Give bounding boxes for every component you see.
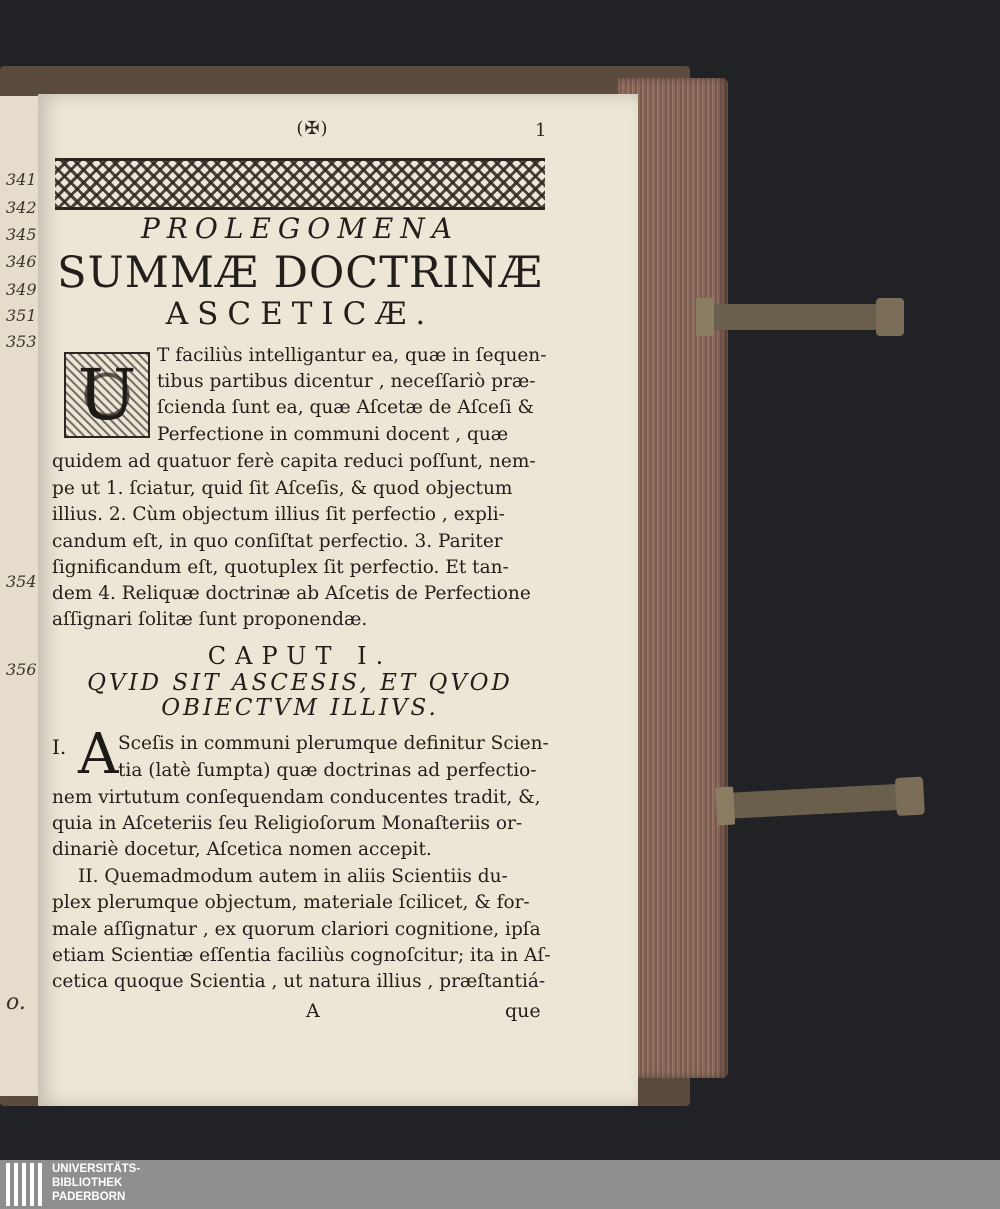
text-line: T faciliùs intelligantur ea, quæ in ſequen-	[157, 345, 547, 366]
chapter-title-line1: QVID SIT ASCESIS, ET QVOD	[87, 670, 513, 696]
margin-number: 356	[6, 660, 37, 679]
text-line: cetica quoque Scientia , ut natura illius , præſtantiá-	[52, 971, 546, 992]
title-prolegomena: PROLEGOMENA	[140, 212, 460, 245]
text-line: Sceſis in communi plerumque definitur Scien-	[118, 733, 549, 754]
text-line: Perfectione in communi docent , quæ	[157, 424, 509, 445]
title-sub: ASCETICÆ.	[165, 296, 435, 332]
text-line: tia (latè ſumpta) quæ doctrinas ad perfectio-	[118, 760, 537, 781]
upper-clasp	[700, 304, 900, 330]
head-ornament: (✠)	[296, 118, 329, 139]
ornamental-band	[55, 158, 545, 210]
text-line: male aſſignatur , ex quorum clariori cognitione, ipſa	[52, 919, 541, 940]
text-line: nem virtutum conſequendam conducentes tradit, &,	[52, 787, 541, 808]
text-line: candum eſt, in quo conſiſtat perfectio. 3. Pariter	[52, 531, 503, 552]
text-line: quidem ad quatuor ferè capita reduci poſſunt, nem-	[52, 451, 536, 472]
facing-page-strip	[0, 96, 38, 1096]
text-line: quia in Aſceteriis ſeu Religioſorum Monaſteriis or-	[52, 813, 523, 834]
title-main: SUMMÆ DOCTRINÆ	[57, 248, 543, 298]
library-logo-icon	[6, 1163, 46, 1206]
logo-line: UNIVERSITÄTS-	[52, 1163, 141, 1175]
lower-clasp-end	[895, 777, 925, 816]
logo-line: PADERBORN	[52, 1191, 126, 1203]
decorated-initial: U	[64, 352, 150, 438]
library-footer	[0, 1160, 1000, 1209]
text-line: illius. 2. Cùm objectum illius ſit perfectio , expli-	[52, 504, 505, 525]
margin-number: 349	[6, 280, 37, 299]
text-line: ſcienda ſunt ea, quæ Aſcetæ de Aſceſi &	[157, 397, 535, 418]
text-line: plex plerumque objectum, materiale ſcilicet, & for-	[52, 892, 530, 913]
margin-number: 342	[6, 198, 37, 217]
chapter-title-line2: OBIECTVM ILLIVS.	[161, 695, 439, 721]
text-line: pe ut 1. ſciatur, quid ſit Aſceſis, & quod objectum	[52, 478, 513, 499]
lower-clasp-hinge	[715, 787, 735, 826]
text-line: tibus partibus dicentur , neceſſariò præ-	[157, 371, 536, 392]
upper-clasp-end	[876, 298, 904, 336]
paragraph-number: I.	[52, 735, 67, 759]
margin-number: o.	[6, 990, 26, 1015]
margin-number: 351	[6, 306, 37, 325]
margin-number: 353	[6, 332, 37, 351]
margin-number: 354	[6, 572, 37, 591]
chapter-heading: CAPUT I.	[207, 642, 393, 670]
margin-number: 346	[6, 252, 37, 271]
paragraph-initial: A	[78, 722, 119, 787]
catchword: que	[505, 1000, 541, 1022]
text-line: dinariè docetur, Aſcetica nomen accepit.	[52, 839, 432, 860]
signature-mark: A	[306, 1000, 320, 1022]
upper-clasp-hinge	[696, 298, 714, 336]
text-line: etiam Scientiæ eſſentia faciliùs cognoſcitur; ita in Aſ-	[52, 945, 551, 966]
text-line: II. Quemadmodum autem in aliis Scientiis du-	[78, 866, 508, 887]
text-line: aſſignari ſolitæ ſunt proponendæ.	[52, 609, 368, 630]
logo-line: BIBLIOTHEK	[52, 1177, 123, 1189]
text-line: dem 4. Reliquæ doctrinæ ab Aſcetis de Perfectione	[52, 583, 531, 604]
text-line: ſignificandum eſt, quotuplex ſit perfectio. Et tan-	[52, 557, 509, 578]
margin-number: 345	[6, 225, 37, 244]
library-logo-text	[52, 1162, 140, 1204]
page-number: 1	[535, 120, 547, 141]
margin-number: 341	[6, 170, 37, 189]
